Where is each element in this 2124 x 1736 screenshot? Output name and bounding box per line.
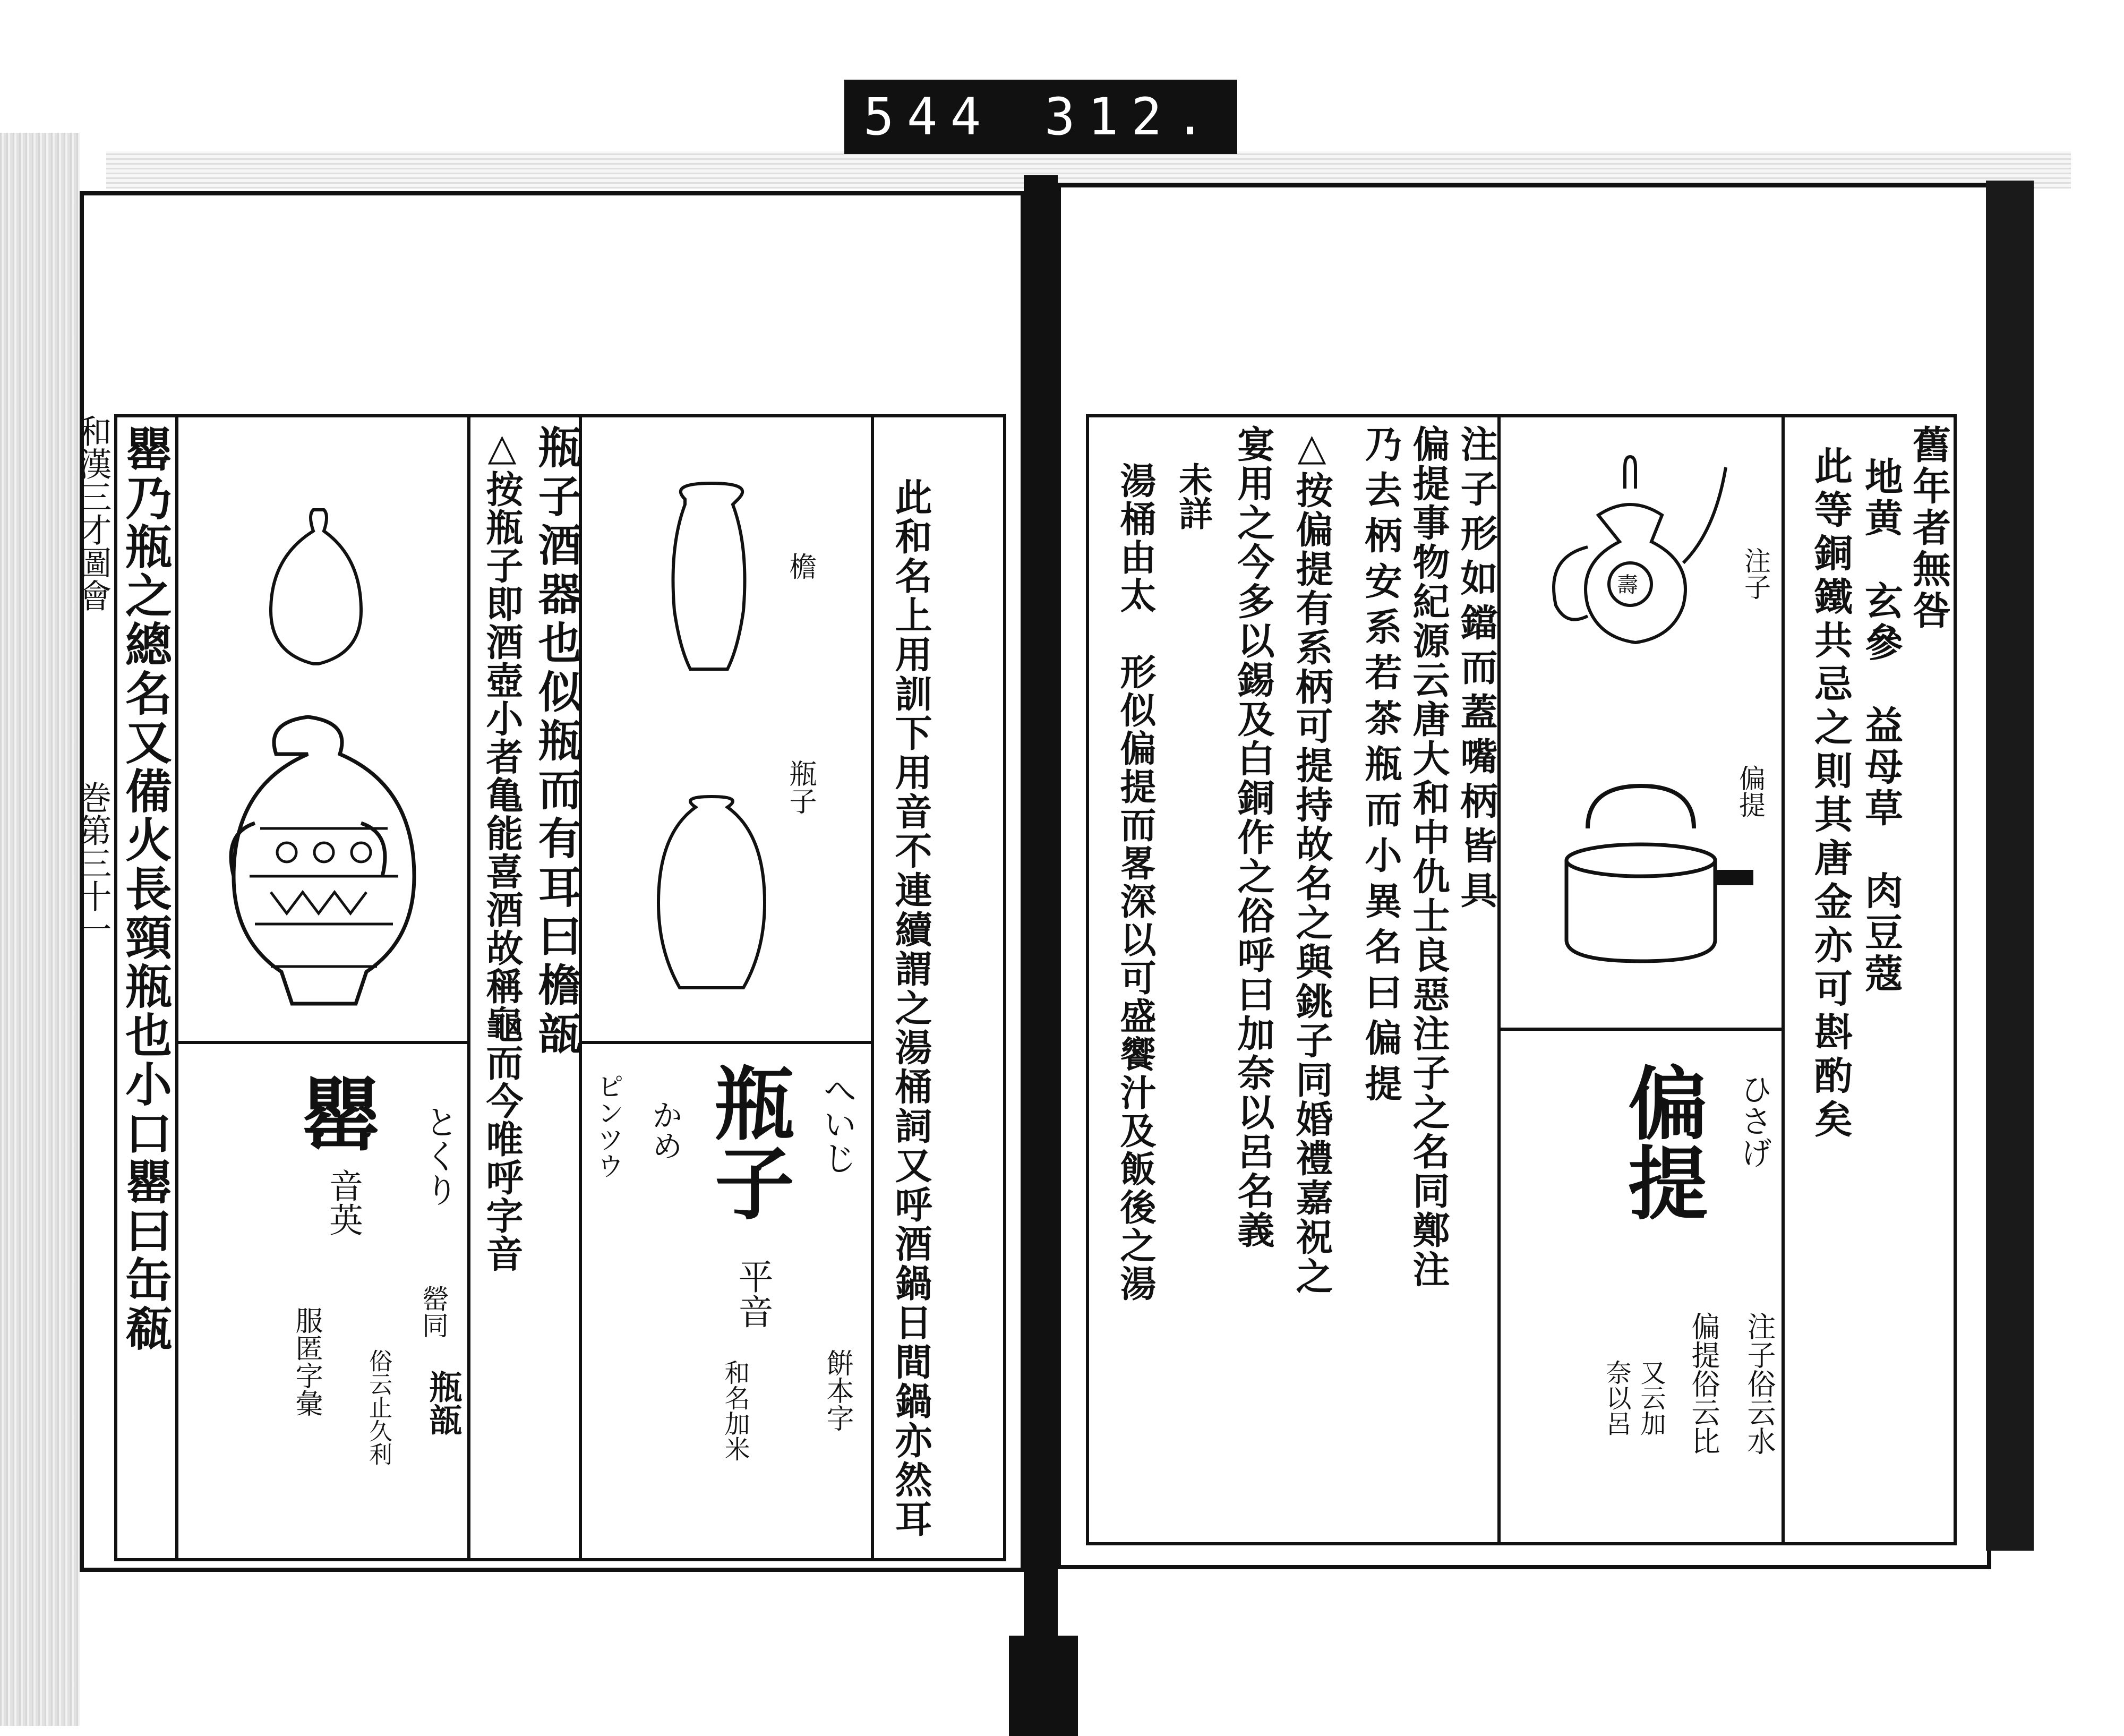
heiji-vase-figure — [658, 797, 765, 988]
left-text-col-gang: 罌乃瓶之總名又備火長頸瓶也小口罌曰缶瓻 — [118, 425, 173, 1353]
figure-label-chushi: 注子 — [1740, 547, 1771, 600]
binding-spine — [1024, 175, 1058, 1736]
catalog-tag-right: 312. — [1044, 87, 1218, 147]
entry-heiji-kana-2: ピンツウ — [593, 1073, 624, 1179]
entry-heiji-kana: へいじ — [817, 1073, 857, 1175]
figure-label-heiji: 瓶子 — [784, 759, 816, 815]
right-text-1: 舊年者無咎 — [1906, 425, 1951, 632]
left-row-divider-2 — [579, 1041, 871, 1044]
entry-heiji-heading: 瓶子 — [701, 1062, 794, 1221]
left-col-divider-4 — [871, 414, 874, 1561]
right-text-3: 此等銅鐵共忌之則其唐金亦可斟酌矣 — [1808, 446, 1853, 1143]
right-text-5: 偏提事物紀源云唐大和中仇士良惡注子之名同鄭注 — [1407, 425, 1451, 1289]
left-margin-volume: 巻第三十一 — [73, 781, 112, 945]
right-cover-edge — [1986, 181, 2034, 1551]
entry-gang-reading: 音英 — [323, 1168, 363, 1236]
entry-heiji-note-1: 餠本字 — [821, 1349, 853, 1432]
binding-spine-base — [1009, 1636, 1078, 1736]
right-text-7: △按偏提有系柄可提持故名之與銚子同婚禮嘉祝之 — [1290, 425, 1334, 1296]
entry-heiji-note-2: 和名加米 — [720, 1359, 750, 1461]
left-text-col-heiji-2: △按瓶子即酒壺小者亀能喜酒故稱龜而今唯呼字音 — [480, 425, 524, 1273]
figure-label-sen: 檐 — [784, 552, 816, 580]
right-text-9: 未詳 — [1173, 462, 1213, 530]
right-col-divider-2 — [1782, 414, 1785, 1545]
entry-gang-kana: とくり — [419, 1105, 458, 1207]
entry-gang-heading: 罌 — [287, 1073, 380, 1152]
svg-text:壽: 壽 — [1617, 573, 1638, 597]
entry-heiji-ame: かめ — [647, 1099, 683, 1161]
left-text-col-heiji-1: 瓶子酒器也似瓶而有耳曰檐瓿 — [531, 425, 582, 1060]
right-text-2: 地黄 玄參 益母草 肉豆蔻 — [1858, 457, 1904, 995]
entry-henti-kana: ひさげ — [1735, 1073, 1772, 1168]
left-col-divider-1 — [175, 414, 178, 1561]
entry-henti-note-4: 奈以呂 — [1601, 1359, 1631, 1436]
ewer-figure — [1554, 457, 1726, 643]
right-figures — [1503, 425, 1779, 1025]
right-text-4: 注子形如鐺而蓋嘴柄皆具 — [1454, 425, 1498, 916]
right-text-10: 湯桶由太 形似偏提而畧深以可盛饗汁及飯後之湯 — [1114, 462, 1157, 1303]
entry-heiji-reading: 平音 — [732, 1259, 773, 1329]
ornate-vase-figure — [231, 717, 414, 1004]
right-text-6: 乃去柄安系若茶瓶而小異名曰偏提 — [1359, 425, 1403, 1110]
flask-figure — [271, 510, 361, 664]
catalog-tag-left: 544 — [863, 87, 994, 147]
left-margin-title: 和漢三才圖會 — [73, 414, 112, 612]
right-text-8: 宴用之今多以錫及白銅作之俗呼曰加奈以呂名義 — [1231, 425, 1275, 1250]
kettle-figure — [1566, 786, 1752, 961]
catalog-tag — [844, 80, 1237, 154]
left-text-col-note: 此和名上用訓下用音不連續謂之湯桶詞又呼酒鍋日間鍋亦然耳 — [889, 478, 933, 1539]
scan-edge-left — [0, 133, 80, 1726]
entry-gang-note-1: 罃同 — [418, 1285, 449, 1338]
entry-gang-note-3: 服匿字彙 — [290, 1306, 322, 1417]
tall-vase-figure — [673, 483, 745, 669]
left-figures — [181, 425, 866, 1036]
right-row-divider — [1497, 1028, 1782, 1031]
entry-gang-note-2: 俗云止久利 — [365, 1349, 392, 1466]
entry-henti-note-1: 注子俗云水 — [1743, 1312, 1776, 1455]
entry-henti-note-2: 偏提俗云比 — [1687, 1312, 1720, 1455]
left-row-divider-1 — [175, 1041, 467, 1044]
entry-henti-heading: 偏提 — [1614, 1062, 1708, 1221]
entry-henti-note-3: 又云加 — [1636, 1359, 1666, 1436]
figure-label-henti: 偏提 — [1735, 765, 1766, 818]
entry-gang-extra: 瓶瓿 — [424, 1370, 463, 1436]
